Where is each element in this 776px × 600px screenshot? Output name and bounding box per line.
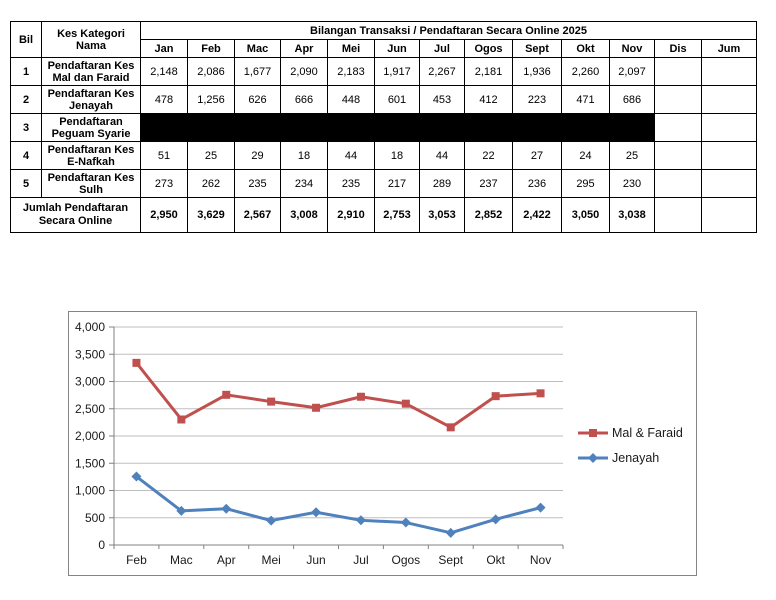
- row-number: 3: [11, 114, 42, 142]
- table-cell: 2,260: [562, 58, 610, 86]
- marker-diamond: [446, 528, 456, 538]
- total-cell: 3,008: [281, 198, 328, 233]
- table-cell: 236: [513, 170, 562, 198]
- table-cell: [702, 142, 757, 170]
- table-cell: 1,256: [188, 86, 235, 114]
- table-cell: [702, 170, 757, 198]
- table-cell: 24: [562, 142, 610, 170]
- table-cell: 1,677: [235, 58, 281, 86]
- table-cell: 235: [328, 170, 375, 198]
- month-header-feb: Feb: [188, 40, 235, 58]
- legend-marker-diamond: [588, 453, 598, 463]
- total-row: [11, 198, 757, 233]
- table-cell: 453: [420, 86, 465, 114]
- month-header-okt: Okt: [562, 40, 610, 58]
- redacted-cell: [141, 114, 188, 142]
- x-axis-label: Apr: [216, 553, 236, 567]
- total-cell: 3,053: [420, 198, 465, 233]
- total-cell: 3,038: [610, 198, 655, 233]
- table-cell: 295: [562, 170, 610, 198]
- month-header-mei: Mei: [328, 40, 375, 58]
- row-number: 2: [11, 86, 42, 114]
- row-number: 5: [11, 170, 42, 198]
- table-cell: 289: [420, 170, 465, 198]
- table-cell: 18: [281, 142, 328, 170]
- row-category: Pendaftaran Kes Sulh: [42, 170, 141, 198]
- x-axis-label: Nov: [529, 553, 552, 567]
- marker-square: [402, 400, 410, 408]
- month-header-jul: Jul: [420, 40, 465, 58]
- line-chart: [68, 311, 697, 576]
- table-cell: 471: [562, 86, 610, 114]
- table-cell: [655, 114, 702, 142]
- month-header-jan: Jan: [141, 40, 188, 58]
- redacted-cell: [562, 114, 610, 142]
- transactions-table-wrap: [10, 21, 757, 233]
- marker-square: [267, 398, 275, 406]
- table-cell: 262: [188, 170, 235, 198]
- y-axis-label: 1,500: [74, 456, 105, 471]
- row-category: Pendaftaran Peguam Syarie: [42, 114, 141, 142]
- x-axis-label: Ogos: [391, 553, 421, 567]
- x-axis-label: Jun: [306, 553, 326, 567]
- marker-diamond: [401, 518, 411, 528]
- redacted-cell: [188, 114, 235, 142]
- y-axis-label: 3,500: [74, 347, 105, 362]
- table-cell: [702, 86, 757, 114]
- marker-square: [492, 392, 500, 400]
- marker-diamond: [266, 516, 276, 526]
- table-cell: 601: [375, 86, 420, 114]
- marker-diamond: [491, 514, 501, 524]
- redacted-cell: [281, 114, 328, 142]
- month-header-sept: Sept: [513, 40, 562, 58]
- x-axis-label: Sept: [438, 553, 464, 567]
- table-cell: 44: [420, 142, 465, 170]
- table-cell: 29: [235, 142, 281, 170]
- table-cell: 2,181: [465, 58, 513, 86]
- table-cell: 2,148: [141, 58, 188, 86]
- total-label: Jumlah Pendaftaran Secara Online: [11, 198, 141, 233]
- total-cell: 2,950: [141, 198, 188, 233]
- total-cell: 3,050: [562, 198, 610, 233]
- total-cell: [655, 198, 702, 233]
- marker-diamond: [356, 515, 366, 525]
- marker-diamond: [311, 507, 321, 517]
- marker-square: [357, 393, 365, 401]
- total-cell: 2,753: [375, 198, 420, 233]
- table-cell: [702, 114, 757, 142]
- col-header-bil: Bil: [11, 22, 42, 58]
- table-cell: 478: [141, 86, 188, 114]
- table-row: [11, 142, 757, 170]
- col-header-category: Kes Kategori Nama: [42, 22, 141, 58]
- y-axis-label: 1,000: [74, 483, 105, 498]
- total-cell: 2,567: [235, 198, 281, 233]
- x-axis-label: Jul: [353, 553, 369, 567]
- table-cell: [702, 58, 757, 86]
- total-cell: 3,629: [188, 198, 235, 233]
- legend-label-jenayah: Jenayah: [612, 451, 660, 465]
- table-row: [11, 170, 757, 198]
- y-axis-label: 3,000: [74, 374, 105, 389]
- month-header-jun: Jun: [375, 40, 420, 58]
- total-cell: 2,910: [328, 198, 375, 233]
- marker-square: [222, 391, 230, 399]
- month-header-nov: Nov: [610, 40, 655, 58]
- month-header-jum: Jum: [702, 40, 757, 58]
- table-row: [11, 86, 757, 114]
- table-cell: 666: [281, 86, 328, 114]
- x-axis-label: Mei: [261, 553, 281, 567]
- y-axis-label: 500: [84, 510, 105, 525]
- table-cell: [655, 142, 702, 170]
- x-axis-label: Mac: [170, 553, 193, 567]
- total-cell: [702, 198, 757, 233]
- table-cell: 2,097: [610, 58, 655, 86]
- marker-square: [537, 389, 545, 397]
- month-header-dis: Dis: [655, 40, 702, 58]
- redacted-cell: [235, 114, 281, 142]
- table-cell: 25: [610, 142, 655, 170]
- marker-diamond: [536, 503, 546, 513]
- y-axis-label: 0: [98, 538, 105, 552]
- marker-square: [132, 359, 140, 367]
- redacted-cell: [465, 114, 513, 142]
- redacted-cell: [328, 114, 375, 142]
- table-cell: 27: [513, 142, 562, 170]
- marker-square: [312, 404, 320, 412]
- marker-square: [447, 423, 455, 431]
- row-category: Pendaftaran Kes Mal dan Faraid: [42, 58, 141, 86]
- y-axis-label: 2,500: [74, 401, 105, 416]
- transactions-table: [10, 21, 757, 233]
- month-header-mac: Mac: [235, 40, 281, 58]
- marker-square: [177, 415, 185, 423]
- redacted-cell: [513, 114, 562, 142]
- table-cell: 2,183: [328, 58, 375, 86]
- table-cell: 448: [328, 86, 375, 114]
- table-row: [11, 58, 757, 86]
- table-cell: 44: [328, 142, 375, 170]
- table-cell: 273: [141, 170, 188, 198]
- legend-marker-square: [589, 429, 597, 437]
- row-number: 1: [11, 58, 42, 86]
- table-cell: [655, 86, 702, 114]
- series-line-jenayah: [136, 477, 540, 533]
- table-cell: 230: [610, 170, 655, 198]
- table-cell: 2,086: [188, 58, 235, 86]
- y-axis-label: 4,000: [74, 320, 105, 334]
- table-cell: 626: [235, 86, 281, 114]
- month-header-apr: Apr: [281, 40, 328, 58]
- table-cell: 2,090: [281, 58, 328, 86]
- table-cell: 686: [610, 86, 655, 114]
- table-cell: 2,267: [420, 58, 465, 86]
- redacted-cell: [375, 114, 420, 142]
- total-cell: 2,422: [513, 198, 562, 233]
- table-cell: 1,936: [513, 58, 562, 86]
- table-cell: 234: [281, 170, 328, 198]
- redacted-cell: [610, 114, 655, 142]
- table-cell: 223: [513, 86, 562, 114]
- marker-diamond: [221, 504, 231, 514]
- row-category: Pendaftaran Kes E-Nafkah: [42, 142, 141, 170]
- chart-svg: [69, 312, 696, 575]
- table-title: Bilangan Transaksi / Pendaftaran Secara Online 2025: [141, 22, 757, 40]
- redacted-cell: [420, 114, 465, 142]
- table-cell: 18: [375, 142, 420, 170]
- table-cell: [655, 58, 702, 86]
- legend-label-mal-faraid: Mal & Faraid: [612, 426, 683, 440]
- table-cell: [655, 170, 702, 198]
- y-axis-label: 2,000: [74, 429, 105, 443]
- series-line-mal-faraid: [136, 363, 540, 427]
- table-cell: 22: [465, 142, 513, 170]
- table-cell: 412: [465, 86, 513, 114]
- x-axis-label: Feb: [126, 553, 147, 567]
- row-category: Pendaftaran Kes Jenayah: [42, 86, 141, 114]
- table-cell: 1,917: [375, 58, 420, 86]
- month-header-ogos: Ogos: [465, 40, 513, 58]
- table-cell: 217: [375, 170, 420, 198]
- table-cell: 237: [465, 170, 513, 198]
- table-cell: 25: [188, 142, 235, 170]
- total-cell: 2,852: [465, 198, 513, 233]
- row-number: 4: [11, 142, 42, 170]
- table-row: [11, 114, 757, 142]
- table-cell: 235: [235, 170, 281, 198]
- table-cell: 51: [141, 142, 188, 170]
- x-axis-label: Okt: [486, 553, 505, 567]
